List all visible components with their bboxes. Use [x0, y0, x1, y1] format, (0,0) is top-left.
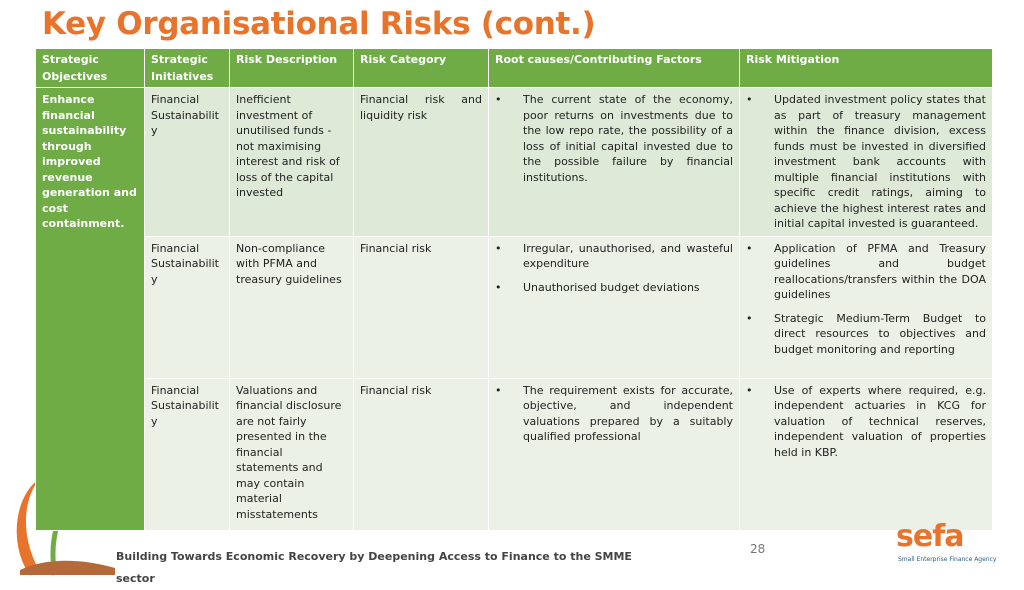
- page-number: 28: [750, 542, 766, 556]
- header-risk-category: Risk Category: [354, 49, 489, 88]
- logo-wordmark: sefa: [896, 519, 964, 554]
- root-causes-cell: [489, 378, 740, 530]
- table-row: [36, 378, 993, 530]
- bullet-icon: •: [495, 241, 502, 255]
- bullet-item: • Unauthorised budget deviations: [495, 280, 700, 294]
- initiative-cell: Financial Sustainabilit y: [145, 236, 230, 378]
- bullet-icon: •: [746, 311, 753, 325]
- bullet-icon: •: [746, 383, 753, 397]
- initiative-cell: Financial Sustainabilit y: [145, 88, 230, 237]
- bullet-icon: •: [495, 383, 502, 397]
- category-cell: Financial risk and liquidity risk: [354, 88, 489, 237]
- table-row: [36, 236, 993, 378]
- root-causes-cell: [489, 88, 740, 237]
- header-risk-description: Risk Description: [230, 49, 354, 88]
- bullet-item: • Strategic Medium-Term Budget to direct resources to objectives and budget monitoring and reporting: [746, 311, 986, 356]
- header-risk-mitigation: Risk Mitigation: [740, 49, 993, 88]
- footer-banner: Building Towards Economic Recovery by Deepening Access to Finance to the SMME sector: [116, 550, 632, 585]
- header-strategic-objectives: Strategic Objectives: [36, 49, 145, 88]
- sefa-logo: [896, 519, 1000, 571]
- mitigation-cell: [740, 378, 993, 530]
- bullet-item: • The requirement exists for accurate, objective, and independent valuations prepared by a suitably qualified professional: [495, 383, 733, 443]
- bullet-item: • Application of PFMA and Treasury guidelines and budget reallocations/transfers within the DOA guidelines: [746, 241, 986, 301]
- bullet-icon: •: [495, 93, 502, 106]
- description-cell: Valuations and financial disclosure are not fairly presented in the financial statements and may contain material misstatements: [230, 378, 354, 530]
- bullet-item: • Updated investment policy states that as part of treasury management within the finance division, excess funds must be invested in diversified investment bank accounts with multiple financial institutions with specific credit ratings, aiming to achieve the highest interest rates and initial capital invested is guaranteed.: [746, 93, 986, 230]
- table-header-row: [36, 49, 993, 88]
- page-title: Key Organisational Risks (cont.): [42, 6, 596, 42]
- table-row: [36, 88, 993, 237]
- bullet-item: • Irregular, unauthorised, and wasteful expenditure: [495, 241, 733, 270]
- mitigation-cell: [740, 236, 993, 378]
- bullet-icon: •: [746, 93, 753, 106]
- header-root-causes: Root causes/Contributing Factors: [489, 49, 740, 88]
- header-strategic-initiatives: Strategic Initiatives: [145, 49, 230, 88]
- strategic-objective-cell: Enhance financial sustainability through improved revenue generation and cost containment.: [36, 88, 145, 531]
- initiative-cell: Financial Sustainabilit y: [145, 378, 230, 530]
- bullet-icon: •: [495, 280, 502, 294]
- category-cell: Financial risk: [354, 378, 489, 530]
- logo-tagline: Small Enterprise Finance Agency: [898, 556, 997, 563]
- risk-table: [35, 48, 993, 531]
- bullet-item: • Use of experts where required, e.g. independent actuaries in KCG for valuation of technical reserves, independent valuation of properties held in KBP.: [746, 383, 986, 459]
- bullet-item: • The current state of the economy, poor returns on investments due to the low repo rate, the possibility of a loss of initial capital invested due to the possible failure by financial institutions.: [495, 93, 733, 184]
- category-cell: Financial risk: [354, 236, 489, 378]
- description-cell: Non-compliance with PFMA and treasury guidelines: [230, 236, 354, 378]
- description-cell: Inefficient investment of unutilised funds - not maximising interest and risk of loss of the capital invested: [230, 88, 354, 237]
- bullet-icon: •: [746, 241, 753, 255]
- root-causes-cell: [489, 236, 740, 378]
- mitigation-cell: [740, 88, 993, 237]
